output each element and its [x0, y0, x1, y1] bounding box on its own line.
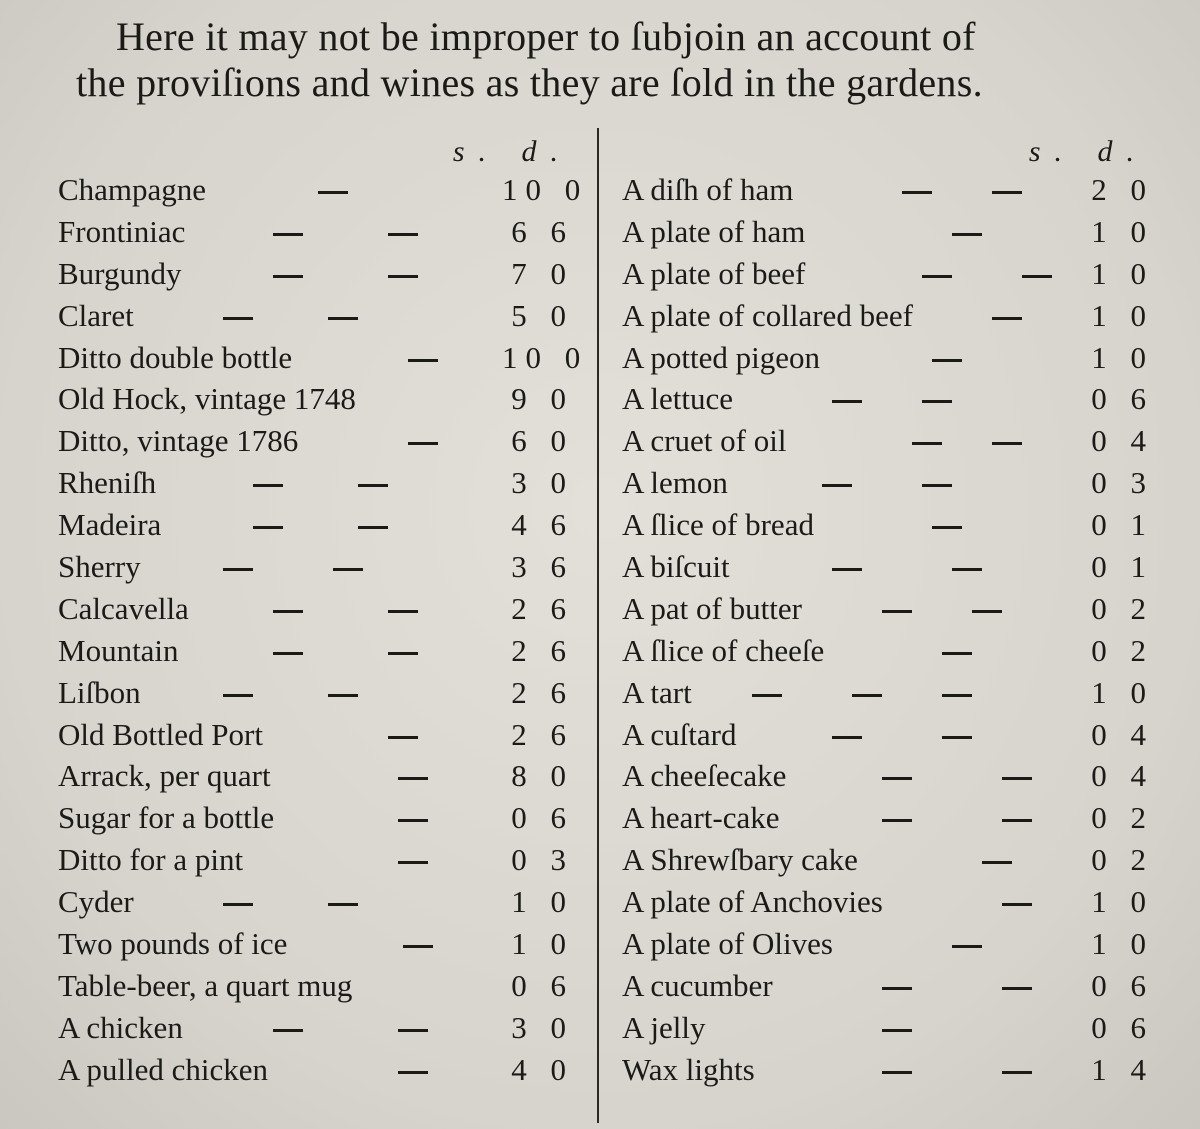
dash-leader — [403, 945, 433, 948]
price-row — [622, 420, 1154, 462]
dash-leader — [318, 191, 348, 194]
item-price: 2 6 — [511, 674, 574, 710]
item-name: A cruet of oil — [622, 423, 787, 459]
item-price: 0 3 — [511, 842, 574, 878]
item-price: 0 2 — [1091, 590, 1154, 626]
dash-leader — [982, 861, 1012, 864]
price-row — [622, 211, 1154, 253]
dash-leader — [273, 275, 303, 278]
dash-leader — [972, 610, 1002, 613]
item-name: Arrack, per quart — [58, 758, 271, 794]
item-name: A cuſtard — [622, 716, 737, 752]
price-row — [622, 169, 1154, 211]
price-row — [622, 1049, 1154, 1091]
item-name: Burgundy — [58, 255, 182, 291]
dash-leader — [273, 233, 303, 236]
item-price: 0 4 — [1091, 716, 1154, 752]
dash-leader — [358, 526, 388, 529]
dash-leader — [902, 191, 932, 194]
item-price: 10 0 — [502, 172, 589, 207]
price-row — [58, 378, 578, 420]
item-name: A plate of collared beef — [622, 297, 913, 333]
price-row — [58, 839, 578, 881]
item-name: A heart-cake — [622, 800, 780, 836]
dash-leader — [942, 736, 972, 739]
item-price: 2 6 — [511, 716, 574, 752]
price-row — [58, 337, 589, 379]
dash-leader — [358, 484, 388, 487]
price-row — [58, 965, 578, 1007]
dash-leader — [388, 652, 418, 655]
price-row — [622, 755, 1154, 797]
price-row — [622, 881, 1154, 923]
item-price: 0 2 — [1091, 800, 1154, 836]
price-row — [58, 1007, 578, 1049]
item-price: 3 6 — [511, 549, 574, 585]
dash-leader — [223, 317, 253, 320]
price-row — [622, 504, 1154, 546]
dash-leader — [952, 945, 982, 948]
item-price: 6 6 — [511, 213, 574, 249]
dash-leader — [1002, 987, 1032, 990]
item-name: Old Hock, vintage 1748 — [58, 381, 356, 417]
item-name: Cyder — [58, 884, 134, 920]
dash-leader — [882, 819, 912, 822]
dash-leader — [398, 819, 428, 822]
item-name: A potted pigeon — [622, 339, 821, 375]
dash-leader — [852, 694, 882, 697]
item-price: 0 6 — [511, 967, 574, 1003]
dash-leader — [223, 568, 253, 571]
dash-leader — [882, 1071, 912, 1074]
item-name: A plate of Anchovies — [622, 884, 883, 920]
wine-price-column — [58, 135, 589, 1091]
dash-leader — [253, 484, 283, 487]
price-row — [622, 672, 1154, 714]
price-row — [622, 923, 1154, 965]
dash-leader — [832, 400, 862, 403]
currency-header — [622, 135, 1148, 169]
price-row — [58, 169, 589, 211]
dash-leader — [942, 652, 972, 655]
price-row — [58, 295, 578, 337]
price-row — [58, 672, 578, 714]
price-row — [622, 588, 1154, 630]
dash-leader — [388, 233, 418, 236]
item-price: 1 0 — [1091, 297, 1154, 333]
price-row — [58, 881, 578, 923]
item-price: 0 3 — [1091, 465, 1154, 501]
item-price: 0 2 — [1091, 632, 1154, 668]
dash-leader — [333, 568, 363, 571]
price-row — [58, 797, 578, 839]
dash-leader — [1002, 1071, 1032, 1074]
dash-leader — [882, 610, 912, 613]
price-row — [622, 253, 1154, 295]
provisions-price-column — [622, 135, 1154, 1091]
item-name: A plate of beef — [622, 255, 806, 291]
dash-leader — [223, 903, 253, 906]
dash-leader — [832, 736, 862, 739]
item-name: A Shrewſbary cake — [622, 842, 858, 878]
shillings-pence-label: s. d. — [452, 135, 572, 168]
item-name: Old Bottled Port — [58, 716, 263, 752]
item-name: Ditto for a pint — [58, 842, 244, 878]
item-price: 1 0 — [1091, 926, 1154, 962]
item-price: 1 0 — [1091, 339, 1154, 375]
item-name: Table-beer, a quart mug — [58, 967, 353, 1003]
item-name: Ditto double bottle — [58, 339, 293, 375]
price-row — [58, 755, 578, 797]
item-price: 1 0 — [511, 884, 574, 920]
item-price: 3 0 — [511, 465, 574, 501]
item-name: A plate of Olives — [622, 926, 833, 962]
item-name: Sugar for a bottle — [58, 800, 275, 836]
dash-leader — [952, 568, 982, 571]
dash-leader — [1002, 777, 1032, 780]
dash-leader — [912, 442, 942, 445]
item-name: A cucumber — [622, 967, 773, 1003]
price-row — [58, 504, 578, 546]
item-price: 0 1 — [1091, 507, 1154, 543]
item-name: Champagne — [58, 172, 207, 207]
dash-leader — [273, 610, 303, 613]
item-price: 8 0 — [511, 758, 574, 794]
price-row — [622, 337, 1154, 379]
dash-leader — [253, 526, 283, 529]
dash-leader — [922, 484, 952, 487]
price-row — [58, 923, 578, 965]
dash-leader — [223, 694, 253, 697]
item-name: A lettuce — [622, 381, 734, 417]
dash-leader — [398, 777, 428, 780]
dash-leader — [1022, 275, 1052, 278]
price-row — [622, 295, 1154, 337]
item-name: A pulled chicken — [58, 1051, 269, 1087]
price-row — [58, 588, 578, 630]
item-price: 0 6 — [511, 800, 574, 836]
item-price: 1 0 — [1091, 255, 1154, 291]
item-price: 2 0 — [1091, 172, 1154, 207]
item-name: Ditto, vintage 1786 — [58, 423, 299, 459]
dash-leader — [942, 694, 972, 697]
item-price: 0 2 — [1091, 842, 1154, 878]
dash-leader — [832, 568, 862, 571]
item-name: A biſcuit — [622, 549, 730, 585]
column-divider — [597, 128, 599, 1123]
price-row — [622, 630, 1154, 672]
item-name: A ſlice of cheeſe — [622, 632, 825, 668]
price-row — [622, 965, 1154, 1007]
item-name: Rheniſh — [58, 465, 157, 501]
item-name: Madeira — [58, 507, 162, 543]
dash-leader — [1002, 903, 1032, 906]
dash-leader — [922, 400, 952, 403]
item-name: A pat of butter — [622, 590, 802, 626]
dash-leader — [992, 191, 1022, 194]
dash-leader — [388, 275, 418, 278]
item-name: A diſh of ham — [622, 172, 794, 207]
item-price: 1 0 — [1091, 884, 1154, 920]
item-price: 2 6 — [511, 590, 574, 626]
dash-leader — [952, 233, 982, 236]
price-row — [622, 462, 1154, 504]
item-name: A jelly — [622, 1009, 706, 1045]
item-name: Liſbon — [58, 674, 141, 710]
dash-leader — [328, 903, 358, 906]
dash-leader — [273, 1029, 303, 1032]
dash-leader — [388, 736, 418, 739]
intro-line-2: the proviſions and wines as they are ſold in the gardens. — [76, 60, 983, 105]
price-row — [58, 253, 578, 295]
dash-leader — [932, 526, 962, 529]
dash-leader — [328, 317, 358, 320]
item-price: 0 4 — [1091, 758, 1154, 794]
price-row — [622, 546, 1154, 588]
price-row — [622, 797, 1154, 839]
item-name: A ſlice of bread — [622, 507, 814, 543]
intro-line-1: Here it may not be improper to ſubjoin an account of — [116, 14, 976, 59]
price-row — [58, 630, 578, 672]
dash-leader — [273, 652, 303, 655]
dash-leader — [992, 317, 1022, 320]
price-row — [58, 211, 578, 253]
item-name: Mountain — [58, 632, 179, 668]
item-name: A cheeſecake — [622, 758, 787, 794]
item-price: 4 0 — [511, 1051, 574, 1087]
dash-leader — [882, 1029, 912, 1032]
item-name: Frontiniac — [58, 213, 186, 249]
item-name: A plate of ham — [622, 213, 806, 249]
item-price: 5 0 — [511, 297, 574, 333]
dash-leader — [328, 694, 358, 697]
item-name: Two pounds of ice — [58, 926, 288, 962]
price-row — [622, 714, 1154, 756]
price-row — [58, 420, 578, 462]
price-row — [622, 839, 1154, 881]
dash-leader — [408, 359, 438, 362]
item-name: A lemon — [622, 465, 728, 501]
item-price: 0 6 — [1091, 967, 1154, 1003]
price-row — [622, 1007, 1154, 1049]
item-name: A tart — [622, 674, 692, 710]
item-price: 3 0 — [511, 1009, 574, 1045]
item-price: 0 1 — [1091, 549, 1154, 585]
dash-leader — [822, 484, 852, 487]
dash-leader — [398, 1029, 428, 1032]
item-price: 10 0 — [502, 339, 589, 375]
dash-leader — [1002, 819, 1032, 822]
intro-heading — [70, 14, 1140, 106]
price-list — [622, 169, 1154, 1091]
item-price: 2 6 — [511, 632, 574, 668]
item-price: 1 0 — [1091, 674, 1154, 710]
item-price: 0 4 — [1091, 423, 1154, 459]
dash-leader — [398, 861, 428, 864]
dash-leader — [408, 442, 438, 445]
dash-leader — [932, 359, 962, 362]
currency-header — [58, 135, 578, 169]
price-list — [58, 169, 589, 1091]
item-price: 9 0 — [511, 381, 574, 417]
item-price: 1 0 — [511, 926, 574, 962]
item-price: 6 0 — [511, 423, 574, 459]
price-row — [58, 1049, 578, 1091]
item-price: 1 4 — [1091, 1051, 1154, 1087]
price-row — [622, 378, 1154, 420]
price-row — [58, 714, 578, 756]
item-price: 4 6 — [511, 507, 574, 543]
dash-leader — [882, 777, 912, 780]
dash-leader — [388, 610, 418, 613]
dash-leader — [752, 694, 782, 697]
item-price: 0 6 — [1091, 1009, 1154, 1045]
dash-leader — [922, 275, 952, 278]
item-name: Sherry — [58, 549, 141, 585]
price-row — [58, 546, 578, 588]
item-name: A chicken — [58, 1009, 183, 1045]
item-name: Calcavella — [58, 590, 189, 626]
dash-leader — [398, 1071, 428, 1074]
item-name: Wax lights — [622, 1051, 755, 1087]
item-price: 0 6 — [1091, 381, 1154, 417]
price-row — [58, 462, 578, 504]
item-price: 1 0 — [1091, 213, 1154, 249]
dash-leader — [882, 987, 912, 990]
item-price: 7 0 — [511, 255, 574, 291]
dash-leader — [992, 442, 1022, 445]
item-name: Claret — [58, 297, 134, 333]
shillings-pence-label: s. d. — [1028, 135, 1148, 168]
